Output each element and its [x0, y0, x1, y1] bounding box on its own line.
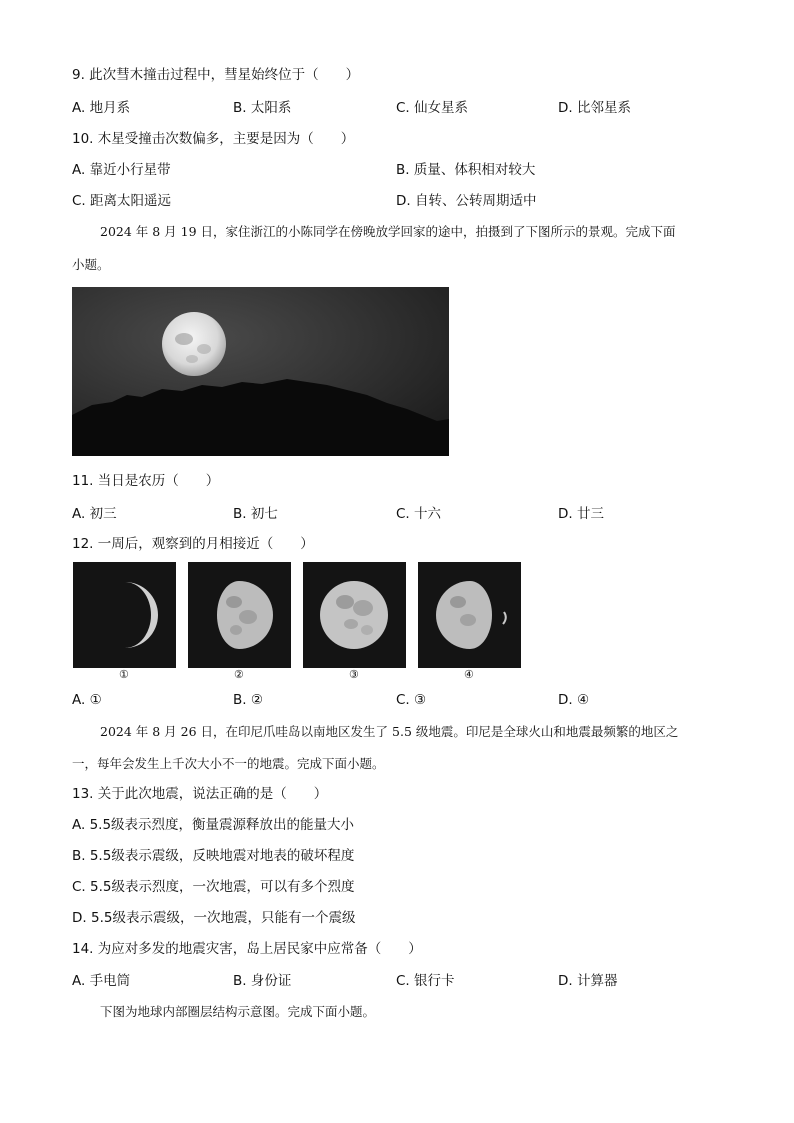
moon-phase-image-1 [73, 562, 176, 668]
moon-landscape-photo [72, 287, 449, 456]
intro-earth-structure: 下图为地球内部圈层结构示意图。完成下面小题。 [100, 1004, 376, 1019]
q14-stem: 14. 为应对多发的地震灾害，岛上居民家中应常备（ ） [72, 941, 422, 957]
waxing-gibbous-image [188, 562, 291, 668]
moon-landscape-image [72, 287, 449, 456]
q12-option-d: D. ④ [558, 692, 590, 708]
intro-moon-line1: 2024 年 8 月 19 日，家住浙江的小陈同学在傍晚放学回家的途中，拍摄到了下图所示的景观。完成下面 [100, 224, 676, 239]
intro-earthquake-line1: 2024 年 8 月 26 日，在印尼爪哇岛以南地区发生了 5.5 级地震。印尼是全球火山和地震最频繁的地区之 [100, 724, 679, 739]
q10-option-c: C. 距离太阳遥远 [72, 193, 172, 209]
q10-option-b: B. 质量、体积相对较大 [396, 162, 536, 178]
q9-option-c: C. 仙女星系 [396, 100, 469, 116]
q14-option-a: A. 手电筒 [72, 973, 131, 989]
waning-gibbous-image [418, 562, 521, 668]
q9-option-b: B. 太阳系 [233, 100, 292, 116]
q13-option-d: D. 5.5级表示震级，一次地震，只能有一个震级 [72, 910, 356, 926]
moon-phase-image-2 [188, 562, 291, 668]
q10-option-a: A. 靠近小行星带 [72, 162, 171, 178]
moon-phase-image-3 [303, 562, 406, 668]
q14-option-d: D. 计算器 [558, 973, 618, 989]
q13-stem: 13. 关于此次地震，说法正确的是（ ） [72, 786, 328, 802]
q14-option-c: C. 银行卡 [396, 973, 455, 989]
q12-stem: 12. 一周后，观察到的月相接近（ ） [72, 536, 314, 552]
q11-option-c: C. 十六 [396, 506, 442, 522]
q13-option-c: C. 5.5级表示烈度，一次地震，可以有多个烈度 [72, 879, 355, 895]
q11-option-d: D. 廿三 [558, 506, 604, 522]
waxing-crescent-image [73, 562, 176, 668]
q14-option-b: B. 身份证 [233, 973, 292, 989]
q13-option-b: B. 5.5级表示震级，反映地震对地表的破坏程度 [72, 848, 355, 864]
q10-option-d: D. 自转、公转周期适中 [396, 193, 537, 209]
q10-stem: 10. 木星受撞击次数偏多，主要是因为（ ） [72, 131, 355, 147]
q12-option-c: C. ③ [396, 692, 427, 708]
q9-option-a: A. 地月系 [72, 100, 131, 116]
intro-moon-line2: 小题。 [72, 257, 110, 272]
q11-option-b: B. 初七 [233, 506, 278, 522]
moon-caption-3: ③ [349, 668, 359, 681]
moon-caption-2: ② [234, 668, 244, 681]
moon-caption-4: ④ [464, 668, 474, 681]
q9-stem: 9. 此次彗木撞击过程中，彗星始终位于（ ） [72, 67, 360, 83]
q11-option-a: A. 初三 [72, 506, 117, 522]
full-moon-image [303, 562, 406, 668]
intro-earthquake-line2: 一，每年会发生上千次大小不一的地震。完成下面小题。 [72, 756, 385, 771]
q11-stem: 11. 当日是农历（ ） [72, 473, 220, 489]
moon-phase-image-4 [418, 562, 521, 668]
q12-option-b: B. ② [233, 692, 263, 708]
q13-option-a: A. 5.5级表示烈度，衡量震源释放出的能量大小 [72, 817, 355, 833]
q9-option-d: D. 比邻星系 [558, 100, 631, 116]
q12-option-a: A. ① [72, 692, 102, 708]
moon-caption-1: ① [119, 668, 129, 681]
